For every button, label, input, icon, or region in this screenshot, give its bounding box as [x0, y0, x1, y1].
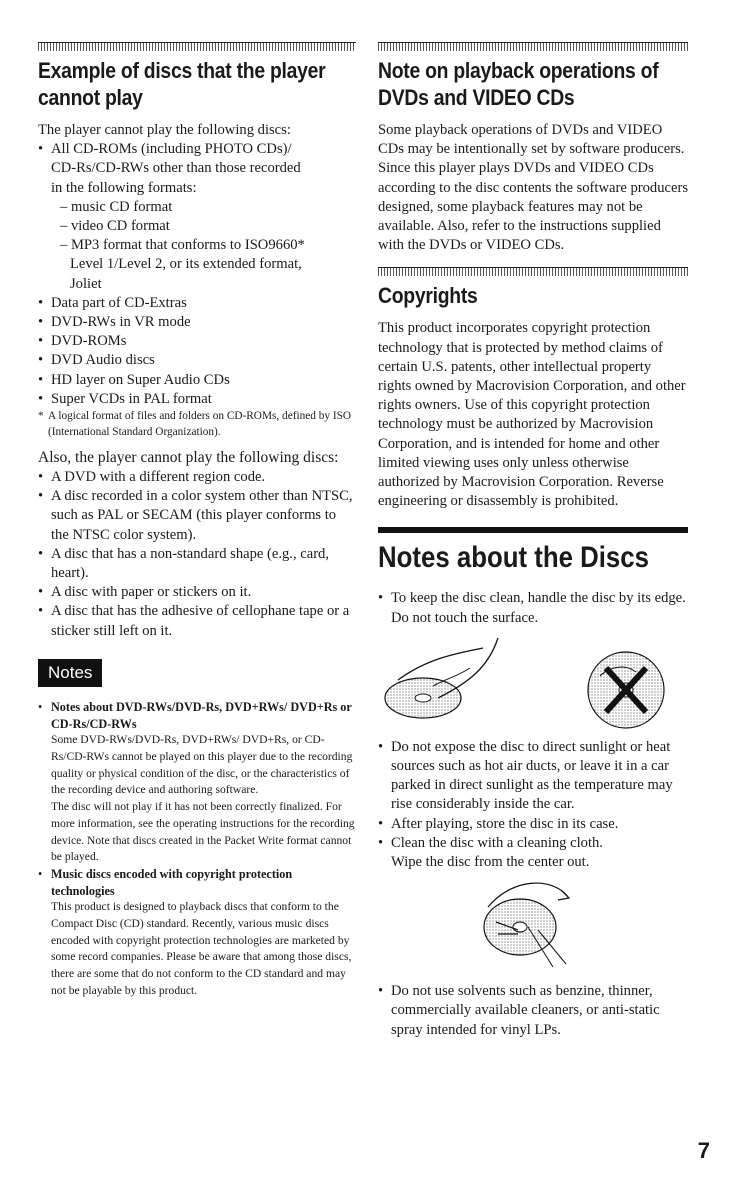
notes-badge: Notes: [38, 659, 102, 687]
disc-held-by-edge-icon: [385, 638, 498, 718]
section-divider: [378, 527, 688, 533]
list-item: • A DVD with a different region code.: [38, 468, 356, 487]
note-body: The disc will not play if it has not been correctly finalized. For more information, see the operating instructions for the recording device. Note that discs created in the Packet Write format cannot be played.: [51, 800, 355, 864]
note-body: Some DVD-RWs/DVD-Rs, DVD+RWs/ DVD+Rs, or CD-Rs/CD-RWs cannot be played on this player due to the recording quality or physical condition of the disc, or the characteristics of the recording device and authoring software.: [51, 733, 353, 797]
playback-paragraph: Some playback operations of DVDs and VIDEO CDs may be intentionally set by software producers. Since this player plays DVDs and VIDEO CDs according to the disc contents the software producers designed, some playback features may not be available. Also, refer to the instructions supplied with the DVDs or VIDEO CDs.: [378, 122, 689, 254]
note-heading: • Notes about DVD-RWs/DVD-Rs, DVD+RWs/ DVD+Rs or CD-Rs/CD-RWs: [51, 699, 352, 731]
list-item: • Data part of CD-Extras: [38, 294, 356, 313]
list-item: • HD layer on Super Audio CDs: [38, 371, 356, 390]
note-body: This product is designed to playback discs that conform to the Compact Disc (CD) standard. Recently, various music discs encoded with copyright protection technologies are marketed by some record companies. Please be aware that among those discs, there are some that do not conform to the CD standard and may not be playable by this product.: [51, 900, 352, 997]
list-item: • A disc that has a non-standard shape (e.g., card, heart).: [38, 545, 356, 583]
right-column: [378, 42, 688, 1040]
note-item: [38, 866, 356, 1000]
sub-list-item: – music CD format: [60, 198, 173, 215]
heading-discs-cannot-play: Example of discs that the player cannot play: [38, 58, 326, 110]
list-item: • After playing, store the disc in its case.: [378, 815, 688, 834]
list-item: • A disc that has the adhesive of cellophane tape or a sticker still left on it.: [38, 602, 356, 640]
list-item: • Do not use solvents such as benzine, thinner, commercially available cleaners, or anti-static spray intended for vinyl LPs.: [378, 982, 688, 1040]
list-item: • DVD-ROMs: [38, 332, 356, 351]
section-divider: [378, 267, 688, 276]
section-divider: [378, 42, 688, 51]
list-item: • To keep the disc clean, handle the disc by its edge. Do not touch the surface.: [378, 589, 688, 627]
cleaning-disc-icon: [484, 883, 569, 967]
also-text: Also, the player cannot play the following discs:: [38, 449, 339, 467]
list-item: • DVD-RWs in VR mode: [38, 313, 356, 332]
list-item: • A disc with paper or stickers on it.: [38, 583, 356, 602]
intro-text: The player cannot play the following discs:: [38, 122, 291, 138]
copyrights-paragraph: This product incorporates copyright protection technology that is protected by method claims of certain U.S. patents, other intellectual property rights owned by Macrovision Corporation, and other rights owners. Use of this copyright protection technology must be authorized by Macrovision Corporation, and is intended for home and other limited viewing uses only unless otherwise authorized by Macrovision Corporation. Reverse engineering or disassembly is prohibited.: [378, 320, 686, 510]
disc-cleaning-illustration: [378, 872, 688, 982]
disc-touch-prohibited-icon: [588, 652, 664, 728]
section-divider: [38, 42, 356, 51]
left-column: [38, 42, 356, 1000]
list-item: • A disc recorded in a color system other than NTSC, such as PAL or SECAM (this player conforms to the NTSC color system).: [38, 487, 356, 545]
heading-notes-about-discs: Notes about the Discs: [378, 541, 649, 575]
heading-playback-operations: Note on playback operations of DVDs and VIDEO CDs: [378, 58, 659, 110]
list-item: • Do not expose the disc to direct sunlight or heat sources such as hot air ducts, or leave it in a car parked in direct sunlight as the temperature may rise considerably inside the car.: [378, 738, 688, 815]
disc-handling-illustration: [378, 628, 688, 738]
page-number: 7: [697, 1138, 710, 1163]
heading-copyrights: Copyrights: [378, 283, 478, 309]
sub-list-item: – video CD format: [60, 218, 170, 235]
note-item: [38, 699, 356, 866]
list-item: • Super VCDs in PAL format: [38, 390, 356, 409]
footnote: * A logical format of files and folders on CD-ROMs, defined by ISO (International Standard Organization).: [38, 410, 352, 438]
list-item: • Clean the disc with a cleaning cloth. Wipe the disc from the center out.: [378, 834, 688, 872]
list-item: • DVD Audio discs: [38, 351, 356, 370]
note-heading: • Music discs encoded with copyright protection technologies: [51, 866, 293, 898]
sub-list-item: – MP3 format that conforms to ISO9660* Level 1/Level 2, or its extended format, Joliet: [60, 237, 305, 292]
list-item: • All CD-ROMs (including PHOTO CDs)/ CD-Rs/CD-RWs other than those recorded in the following formats:: [38, 140, 356, 198]
